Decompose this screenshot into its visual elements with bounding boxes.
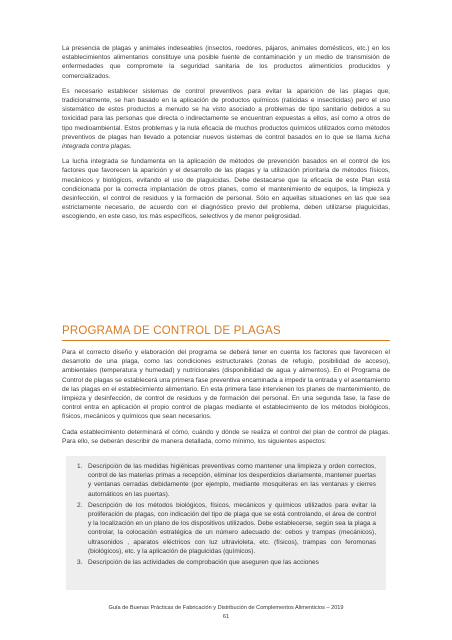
aspects-list xyxy=(66,456,386,567)
list-item-number: 1. xyxy=(77,463,83,470)
section-heading: PROGRAMA DE CONTROL DE PLAGAS xyxy=(62,325,281,337)
italic-term: lucha integrada contra plagas. xyxy=(62,133,390,151)
paragraph-pests-presence: La presencia de plagas y animales indeseables (insectos, roedores, pájaros, animales domésticos, etc.) en los establecimientos alimentarios constituye una posible fuente de contaminación y un medio de transmisión de enfermedades que compromete la seguridad sanitaria de los productos alimenticios producidos y comercializados. xyxy=(62,45,390,80)
list-item-text: Descripción de las medidas higiénicas preventivas como mantener una limpieza y orden correctos, control de las materias primas a recepción, eliminar los desperdicios diariamente, mantener puertas y ventanas cerradas debidamente (por ejemplo, mediante mosquiteras en las ventanas y cierres automáticos en las puertas). xyxy=(88,463,376,498)
list-item xyxy=(77,462,376,499)
page-footer: Guía de Buenas Prácticas de Fabricación y Distribución de Complementos Alimenticios – 2019 xyxy=(108,605,344,611)
paragraph-preventive-text: Es necesario establecer sistemas de control preventivos para evitar la aparición de las plagas que, tradicionalmente, se han basado en la aplicación de productos químicos (raticidas e insecticidas) pero el uso sistemático de estos productos a menudo se ha visto asociado a problemas de tipo sanitario debidos a su toxicidad para las personas que directa o indirectamente se encuentran expuestas a ellos, así como a otros de tipo medioambiental. Estos problemas y la nula eficacia de muchos productos químicos utilizados como métodos preventivos de plagas han llevado a potenciar nuevos sistemas de control basados en lo que se llama xyxy=(62,87,390,141)
paragraph-aspects-intro: Cada establecimiento determinará el cómo, cuándo y dónde se realiza el control del plan de control de plagas. Para ello, se deberán describir de manera detallada, como mínimo, los siguientes aspectos: xyxy=(62,428,390,445)
list-item-text: Descripción de los métodos biológicos, físicos, mecánicos y químicos utilizados para evitar la proliferación de plagas, con indicación del tipo de plaga que se está controlando, el área de control y la localización en un plano de los dispositivos utilizados. Debe establecerse, según sea la plaga a controlar, la colocación estratégica de un número adecuado de: cebos y trampas (mecánicos), ultrasonidos , aparatos eléctricos con luz ultravioleta, etc. (físicos), trampas con feromonas (biológicos), etc. y la aplicación de plaguicidas (químicos). xyxy=(88,501,376,555)
page-number: 61 xyxy=(222,614,230,620)
section-text-block xyxy=(62,348,390,452)
heading-underline xyxy=(62,340,390,341)
paragraph-preventive-systems xyxy=(62,87,390,151)
list-item-number: 2. xyxy=(77,501,83,509)
aspects-list-box xyxy=(66,456,386,590)
paragraph-program-design: Para el correcto diseño y elaboración del programa se deberá tener en cuenta los factores que favorecen el desarrollo de una plaga, como las condiciones estructurales (zonas de refugio, posibilidad de acceso), ambientales (temperatura y humedad) y nutricionales (disponibilidad de agua y alimentos). En el Programa de Control de plagas se establecerá una primera fase preventiva encaminada a impedir la entrada y el asentamiento de las plagas en el establecimiento alimentario. En esta primera fase intervienen los planes de mantenimiento, de limpieza y desinfección, de control de residuos y de formación del personal. En una segunda fase, la fase de control entra en aplicación el propio control de plagas mediante el establecimiento de los métodos biológicos, físicos, mecánicos y químicos que sean necesarios. xyxy=(62,349,390,421)
intro-text-block xyxy=(62,44,390,228)
list-item-number: 3. xyxy=(77,559,83,567)
list-item xyxy=(77,501,376,556)
paragraph-integrated-pest-control: La lucha integrada se fundamenta en la aplicación de métodos de prevención basados en el control de los factores que favorecen la aparición y el desarrollo de las plagas y la utilización prioritaria de métodos físicos, mecánicos y biológicos, evitando el uso de plaguicidas. Debe destacarse que la eficacia de este Plan está condicionada por la correcta implantación de otros planes, como el mantenimiento de equipos, la limpieza y desinfección, el control de residuos y la formación de personal. Sólo en aquellas situaciones en las que sea estrictamente necesario, de acuerdo con el diagnóstico previo del problema, deben utilizarse plaguicidas, escogiendo, en este caso, los más específicos, selectivos y de menor peligrosidad. xyxy=(62,158,390,221)
list-item xyxy=(77,558,376,567)
list-item-text: Descripción de las actividades de comprobación que aseguren que las acciones xyxy=(88,559,319,567)
